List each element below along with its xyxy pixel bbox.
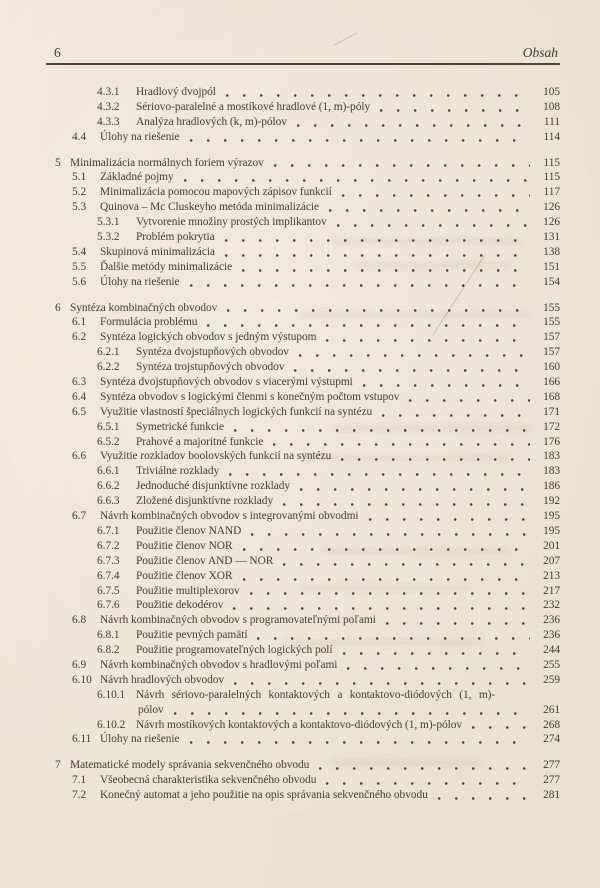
toc-entry-number: 6.5 — [72, 405, 87, 418]
toc-entry-number: 5.6 — [72, 275, 87, 288]
toc-entry — [55, 509, 560, 524]
dot-leader — [240, 584, 536, 599]
toc-entry — [55, 245, 560, 260]
toc-entry — [55, 658, 560, 673]
toc-entry-page: 157 — [543, 346, 560, 359]
dot-leader — [174, 170, 536, 185]
toc-entry — [55, 390, 560, 405]
toc-entry-title: Návrh mostíkových kontaktových a kontaktovo-diódových (1, m)-pólov — [136, 718, 463, 731]
toc-entry-number: 6.10.2 — [97, 718, 126, 731]
toc-entry — [55, 275, 560, 290]
toc-entry — [55, 449, 560, 464]
dot-leader — [333, 643, 537, 658]
toc-entry-title: Návrh kombinačných obvodov s integrovanými obvodmi — [100, 510, 359, 523]
running-head-title: Obsah — [522, 45, 558, 60]
toc-entry-number: 6.5.1 — [97, 420, 120, 433]
toc-entry — [55, 360, 560, 375]
toc-entry-page: 138 — [543, 245, 560, 258]
toc-entry-page: 255 — [543, 658, 560, 671]
toc-entry-title: Vytvorenie množiny prostých implikantov — [136, 216, 327, 229]
toc-entry-title: Použitie členov AND — NOR — [136, 554, 274, 567]
toc-entry-number: 5.3.2 — [97, 231, 120, 244]
toc-entry-title: Matematické modely správania sekvenčného obvodu — [70, 759, 310, 772]
toc-entry-number: 6.3 — [72, 376, 87, 389]
dot-leader — [263, 435, 536, 450]
toc-entry — [55, 185, 560, 200]
toc-entry-title: Použitie multiplexorov — [136, 584, 240, 597]
toc-entry-page: 108 — [543, 100, 560, 113]
dot-leader — [331, 449, 536, 464]
dot-leader — [462, 718, 536, 733]
dot-leader — [399, 390, 536, 405]
toc-entry — [55, 673, 560, 688]
dot-leader — [180, 732, 537, 747]
toc-entry-number: 6.11 — [72, 733, 92, 746]
toc-entry-number: 6.5.2 — [97, 435, 120, 448]
toc-entry — [55, 405, 560, 420]
toc-entry — [55, 85, 560, 100]
toc-entry-page: 277 — [543, 759, 560, 772]
dot-leader — [327, 215, 536, 230]
toc-entry-page: 183 — [543, 465, 560, 478]
toc-entry-number: 5.1 — [72, 171, 87, 184]
toc-entry-number: 6.2.1 — [97, 346, 120, 359]
toc-entry-page: 195 — [543, 510, 560, 523]
dot-leader — [273, 494, 536, 509]
toc-entry-number: 5.4 — [72, 245, 87, 258]
dot-leader — [287, 115, 536, 130]
toc-entry-title: Úlohy na riešenie — [100, 130, 180, 143]
toc-entry-number: 6.8.1 — [97, 629, 120, 642]
toc-entry — [55, 758, 560, 773]
toc-entry-number: 5.3.1 — [97, 216, 120, 229]
toc-entry — [55, 375, 560, 390]
toc-entry-title: Problém pokrytia — [136, 231, 215, 244]
toc-entry-page: 166 — [543, 376, 560, 389]
dot-leader — [353, 375, 536, 390]
toc-entry-title: Syntéza dvojstupňových obvodov — [136, 346, 289, 359]
toc-entry-page: 155 — [543, 316, 560, 329]
toc-entry-number: 5.2 — [72, 186, 87, 199]
toc-entry-title: Použitie dekodérov — [136, 599, 224, 612]
toc-entry-title: Použitie členov NAND — [136, 524, 242, 537]
dot-leader — [180, 275, 537, 290]
dot-leader — [224, 673, 536, 688]
toc-entry-page: 274 — [543, 733, 560, 746]
dot-leader — [316, 773, 536, 788]
toc-entry-number: 6.6.1 — [97, 465, 120, 478]
toc-entry-title: Quinova – Mc Cluskeyho metóda minimalizácie — [100, 201, 319, 214]
dot-leader — [233, 569, 537, 584]
toc-entry-page: 236 — [543, 614, 560, 627]
toc-entry-number: 6.7.5 — [97, 584, 120, 597]
toc-entry — [55, 420, 560, 435]
toc-entry-title: Formulácia problému — [100, 316, 198, 329]
dot-leader — [215, 230, 536, 245]
dot-leader — [370, 100, 536, 115]
toc-entry-number: 6.2 — [72, 331, 87, 344]
dot-leader — [247, 628, 536, 643]
toc-entry-page: 261 — [543, 703, 560, 716]
toc-list — [55, 85, 560, 803]
toc-entry — [55, 539, 560, 554]
toc-entry-title: Použitie programovateľných logických polí — [136, 644, 333, 657]
toc-entry-number: 5 — [55, 156, 61, 169]
toc-entry-number: 5.3 — [72, 201, 87, 214]
toc-entry — [55, 260, 560, 275]
toc-entry-page: 281 — [543, 789, 560, 802]
dot-leader — [273, 554, 536, 569]
toc-entry — [55, 130, 560, 145]
toc-entry-page: 207 — [543, 554, 560, 567]
toc-entry — [55, 494, 560, 509]
toc-entry — [55, 718, 560, 733]
toc-entry-title: Použitie členov NOR — [136, 539, 233, 552]
dot-leader — [332, 185, 536, 200]
dot-leader — [197, 315, 536, 330]
toc-entry-number: 6.7.2 — [97, 539, 120, 552]
dot-leader — [319, 200, 536, 215]
toc-entry-title: Úlohy na riešenie — [100, 733, 180, 746]
dot-leader — [376, 613, 536, 628]
toc-entry-page: 168 — [543, 390, 560, 403]
dot-leader — [264, 156, 536, 171]
toc-entry — [55, 464, 560, 479]
toc-entry-title: Návrh kombinačných obvodov s programovateľnými poľami — [100, 614, 376, 627]
toc-entry-title: Skupinová minimalizácia — [100, 245, 215, 258]
dot-leader — [216, 85, 536, 100]
dot-leader — [180, 130, 537, 145]
toc-entry-page: 217 — [543, 584, 560, 597]
toc-entry-page: 105 — [543, 86, 560, 98]
toc-entry-number: 6.6.3 — [97, 495, 120, 508]
toc-entry-number: 6.6.2 — [97, 480, 120, 493]
toc-entry-number: 6 — [55, 301, 61, 314]
dot-leader — [316, 330, 536, 345]
toc-entry — [55, 613, 560, 628]
toc-entry — [55, 554, 560, 569]
toc-entry-number: 7 — [55, 759, 61, 772]
toc-entry-number: 6.4 — [72, 390, 87, 403]
toc-entry-page: 126 — [543, 216, 560, 229]
toc-entry-number: 4.4 — [72, 130, 87, 143]
toc-entry-title: Minimalizácia pomocou mapových zápisov funkcií — [100, 186, 332, 199]
toc-entry-number: 7.1 — [72, 774, 87, 787]
toc-entry-title: Jednoduché disjunktívne rozklady — [136, 480, 291, 493]
dot-leader — [223, 598, 536, 613]
toc-entry — [55, 215, 560, 230]
toc-entry-title: Konečný automat a jeho použitie na opis správania sekvenčného obvodu — [100, 789, 428, 802]
toc-entry-page: 195 — [543, 524, 560, 537]
toc-entry-title: Triviálne rozklady — [136, 465, 220, 478]
toc-entry — [55, 584, 560, 599]
toc-entry-page: 259 — [543, 673, 560, 686]
toc-entry-title: Syntéza obvodov s logickými členmi s konečným počtom vstupov — [100, 390, 400, 403]
toc-entry-page: 131 — [543, 231, 560, 244]
toc-entry-page: 172 — [543, 420, 560, 433]
dot-leader — [241, 524, 536, 539]
toc-entry-page: 115 — [543, 156, 560, 169]
toc-entry-page: 115 — [543, 171, 560, 184]
toc-entry-title: Návrh sériovo-paralelných kontaktových a kontaktovo-diódových (1, m)- — [136, 688, 496, 701]
dot-leader — [309, 758, 536, 773]
toc-entry-number: 6.6 — [72, 450, 87, 463]
toc-entry — [55, 688, 560, 703]
toc-entry-number: 6.7.6 — [97, 599, 120, 612]
toc-entry-number: 5.5 — [72, 260, 87, 273]
toc-entry-number: 6.9 — [72, 658, 87, 671]
dot-leader — [164, 703, 536, 718]
dot-leader — [290, 479, 536, 494]
toc-entry-title: Syntéza trojstupňových obvodov — [136, 361, 285, 374]
toc-entry — [55, 479, 560, 494]
toc-entry-title: Využitie vlastností špeciálnych logických funkcií na syntézu — [100, 405, 373, 418]
toc-entry-page: 201 — [543, 539, 560, 552]
toc-entry-title: Syntéza logických obvodov s jedným výstupom — [100, 331, 317, 344]
toc-entry — [55, 524, 560, 539]
toc-entry-page: 126 — [543, 201, 560, 214]
toc-entry — [55, 703, 560, 718]
toc-entry-page: 111 — [543, 115, 560, 128]
toc-entry-title: Minimalizácia normálnych foriem výrazov — [70, 156, 264, 169]
toc-entry-number: 6.7.1 — [97, 524, 120, 537]
toc-entry-title: Použitie pevných pamätí — [136, 629, 248, 642]
toc-entry-page: 232 — [543, 599, 560, 612]
toc-entry-number: 6.2.2 — [97, 361, 120, 374]
toc-entry-title: pólov — [138, 703, 164, 716]
toc-entry — [55, 200, 560, 215]
toc-entry-title: Syntéza dvojstupňových obvodov s viacerými výstupmi — [100, 376, 353, 389]
toc-entry-number: 6.1 — [72, 316, 87, 329]
dot-leader — [219, 464, 536, 479]
toc-entry-page: 151 — [543, 260, 560, 273]
dot-leader — [233, 539, 537, 554]
dot-leader — [337, 658, 536, 673]
toc-entry-page: 160 — [543, 361, 560, 374]
toc-entry-page: 277 — [543, 774, 560, 787]
toc-entry-number: 4.3.2 — [97, 100, 120, 113]
toc-entry-title: Analýza hradlových (k, m)-pólov — [136, 115, 287, 128]
toc-entry-title: Návrh kombinačných obvodov s hradlovými poľami — [100, 658, 338, 671]
toc-entry-title: Úlohy na riešenie — [100, 275, 180, 288]
toc-entry — [55, 598, 560, 613]
dot-leader — [232, 260, 536, 275]
toc-entry-title: Všeobecná charakteristika sekvenčného obvodu — [100, 774, 317, 787]
toc-entry-number: 6.10 — [72, 673, 92, 686]
dot-leader — [217, 301, 536, 316]
toc-entry-number: 6.7.3 — [97, 554, 120, 567]
toc-entry-number: 4.3.1 — [97, 86, 120, 98]
toc-entry — [55, 643, 560, 658]
toc-entry-title: Sériovo-paralelné a mostíkové hradlové (1, m)-póly — [136, 100, 371, 113]
toc-entry-title: Syntéza kombinačných obvodov — [70, 301, 218, 314]
toc-entry — [55, 115, 560, 130]
toc-entry-number: 4.3.3 — [97, 115, 120, 128]
toc-entry-number: 6.8 — [72, 614, 87, 627]
toc-entry — [55, 100, 560, 115]
toc-entry-number: 6.7.4 — [97, 569, 120, 582]
toc-entry-page: 176 — [543, 435, 560, 448]
toc-entry-title: Symetrické funkcie — [136, 420, 224, 433]
toc-entry — [55, 773, 560, 788]
toc-entry-page: 268 — [543, 718, 560, 731]
toc-entry-page: 154 — [543, 275, 560, 288]
toc-entry — [55, 315, 560, 330]
toc-entry-page: 171 — [543, 405, 560, 418]
toc-entry — [55, 788, 560, 803]
toc-entry-page: 114 — [543, 130, 560, 143]
toc-entry-title: Použitie členov XOR — [136, 569, 233, 582]
toc-entry-page: 155 — [543, 301, 560, 314]
toc-entry — [55, 569, 560, 584]
toc-entry-number: 6.7 — [72, 510, 87, 523]
toc-entry — [55, 732, 560, 747]
toc-entry — [55, 230, 560, 245]
dot-leader — [289, 345, 536, 360]
toc-entry-title: Využitie rozkladov boolovských funkcií na syntézu — [100, 450, 332, 463]
dot-leader — [284, 360, 536, 375]
toc-entry-number: 6.10.1 — [97, 688, 126, 701]
dot-leader — [359, 509, 537, 524]
toc-entry-title: Zložené disjunktívne rozklady — [136, 495, 274, 508]
toc-entry — [55, 345, 560, 360]
toc-entry-number: 7.2 — [72, 789, 87, 802]
toc-entry-page: 236 — [543, 629, 560, 642]
page-header — [46, 44, 560, 65]
toc-entry — [55, 156, 560, 171]
toc-entry-title: Prahové a majoritné funkcie — [136, 435, 264, 448]
toc-entry — [55, 330, 560, 345]
toc-entry-title: Základné pojmy — [100, 171, 174, 184]
toc-entry — [55, 301, 560, 316]
toc-entry-title: Návrh hradlových obvodov — [100, 673, 225, 686]
toc-entry-title: Ďalšie metódy minimalizácie — [100, 260, 233, 273]
toc-entry-page: 186 — [543, 480, 560, 493]
toc-entry-number: 6.8.2 — [97, 644, 120, 657]
toc-entry-page: 244 — [543, 644, 560, 657]
dot-leader — [215, 245, 536, 260]
toc-entry-title: Hradlový dvojpól — [136, 86, 216, 98]
toc-entry-page: 183 — [543, 450, 560, 463]
toc-entry — [55, 628, 560, 643]
dot-leader — [428, 788, 536, 803]
toc-entry-page: 117 — [543, 186, 560, 199]
toc-entry — [55, 435, 560, 450]
dot-leader — [224, 420, 536, 435]
toc-entry — [55, 170, 560, 185]
dot-leader — [372, 405, 536, 420]
toc-entry-page: 213 — [543, 569, 560, 582]
toc-entry-page: 157 — [543, 331, 560, 344]
toc-entry-page: 192 — [543, 495, 560, 508]
page-number: 6 — [54, 45, 61, 60]
